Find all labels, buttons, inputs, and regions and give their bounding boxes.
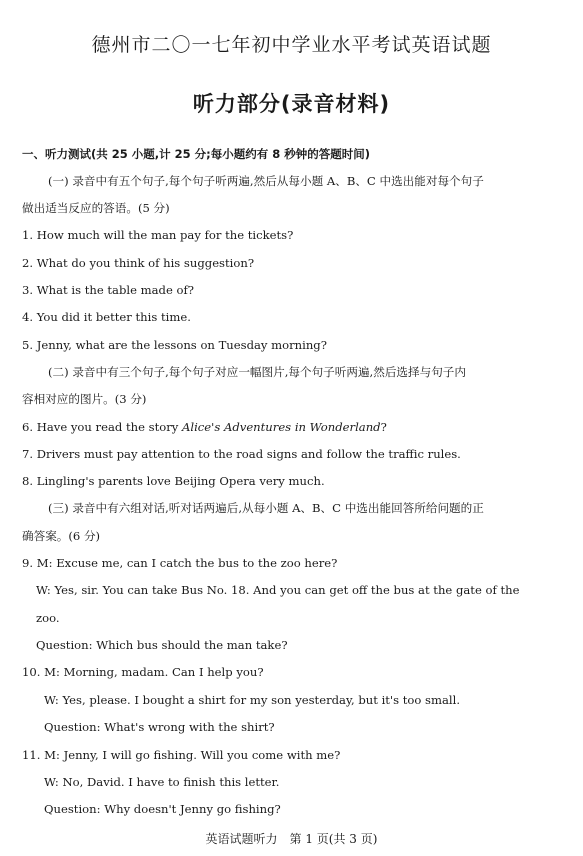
question-item-6 <box>22 420 387 434</box>
question-item: 3. What is the table made of? <box>22 283 195 297</box>
dialogue-question: Question: Which bus should the man take? <box>36 638 288 652</box>
dialogue-line: 9. M: Excuse me, can I catch the bus to the zoo here? <box>22 556 338 570</box>
section-heading: 一、听力测试(共 25 小题,计 25 分;每小题约有 8 秒钟的答题时间) <box>22 147 371 161</box>
question-item: 7. Drivers must pay attention to the road signs and follow the traffic rules. <box>22 447 461 461</box>
part2-instruction-cont: 容相对应的图片。(3 分) <box>22 392 147 406</box>
dialogue-line: W: No, David. I have to finish this letter. <box>44 775 280 789</box>
part3-instruction-cont: 确答案。(6 分) <box>22 529 101 543</box>
question-item: 1. How much will the man pay for the tickets? <box>22 228 294 242</box>
page-footer: 英语试题听力 第 1 页(共 3 页) <box>205 832 378 846</box>
part1-instruction: (一) 录音中有五个句子,每个句子听两遍,然后从每小题 A、B、C 中选出能对每个句子 <box>48 174 484 188</box>
dialogue-line: W: Yes, sir. You can take Bus No. 18. And you can get off the bus at the gate of the <box>36 583 520 597</box>
item6-text: 6. Have you read the story <box>22 420 183 434</box>
dialogue-question: Question: What's wrong with the shirt? <box>44 720 275 734</box>
question-item: 5. Jenny, what are the lessons on Tuesday morning? <box>22 338 327 352</box>
dialogue-line: 10. M: Morning, madam. Can I help you? <box>22 665 264 679</box>
part2-instruction: (二) 录音中有三个句子,每个句子对应一幅图片,每个句子听两遍,然后选择与句子内 <box>48 365 466 379</box>
page-title: 听力部分(录音材料) <box>192 92 391 116</box>
dialogue-line: 11. M: Jenny, I will go fishing. Will you come with me? <box>22 748 341 762</box>
part3-instruction: (三) 录音中有六组对话,听对话两遍后,从每小题 A、B、C 中选出能回答所给问题的正 <box>48 501 484 515</box>
part1-instruction-cont: 做出适当反应的答语。(5 分) <box>22 201 170 215</box>
dialogue-line: W: Yes, please. I bought a shirt for my son yesterday, but it's too small. <box>44 693 461 707</box>
dialogue-question: Question: Why doesn't Jenny go fishing? <box>44 802 281 816</box>
dialogue-line: zoo. <box>36 611 60 625</box>
exam-header: 德州市二〇一七年初中学业水平考试英语试题 <box>91 34 492 56</box>
book-title: Alice's Adventures in Wonderland <box>182 420 381 434</box>
question-item: 4. You did it better this time. <box>22 310 191 324</box>
question-item: 2. What do you think of his suggestion? <box>22 256 255 270</box>
item6-end: ? <box>380 420 387 434</box>
question-item: 8. Lingling's parents love Beijing Opera very much. <box>22 474 325 488</box>
